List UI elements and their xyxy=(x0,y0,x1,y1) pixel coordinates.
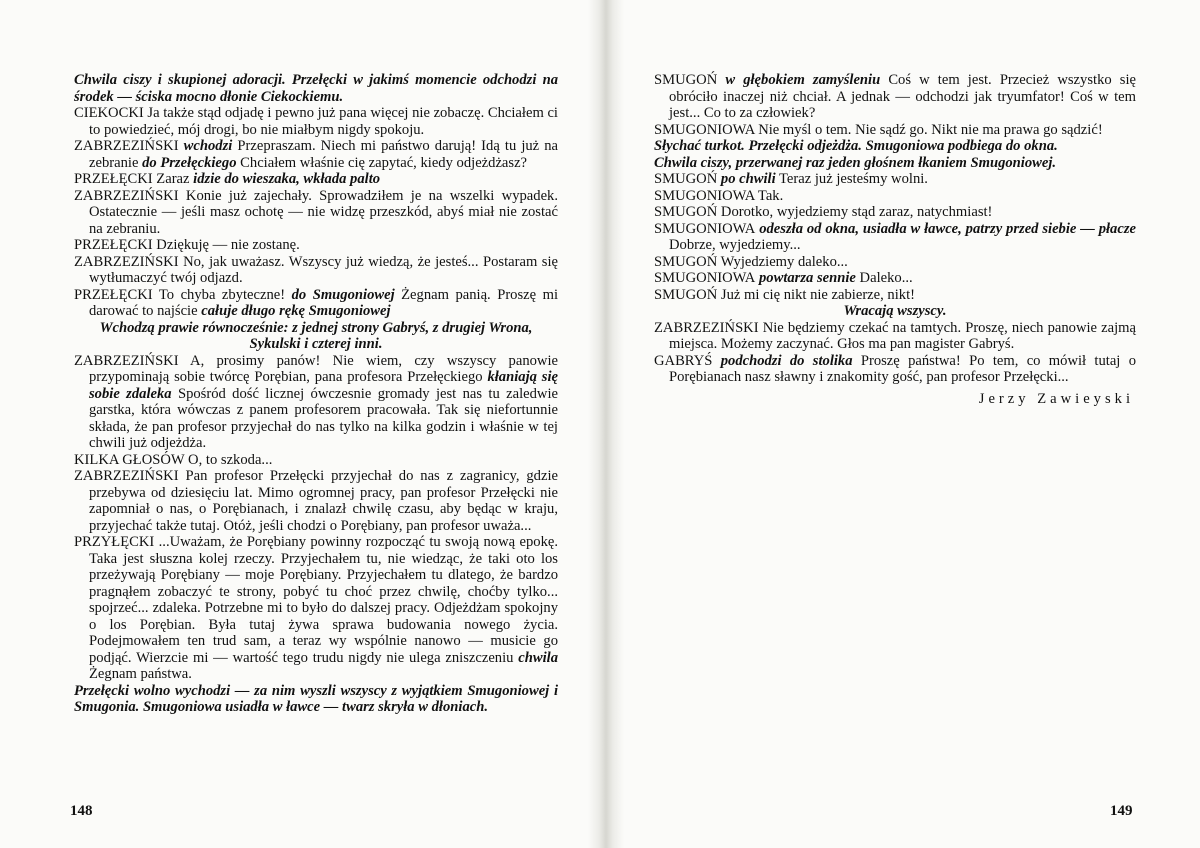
speaker-name: ZABRZEZIŃSKI xyxy=(74,352,179,369)
dialogue-line xyxy=(654,188,1136,205)
dialogue-text: Proszę państwa! Po tem, co mówił tutaj o Porębianach nasz sławny i znakomity gość, pan profesor Przełęcki... xyxy=(669,352,1136,385)
stage-direction-text: wchodzi xyxy=(178,138,233,154)
speaker-name: ZABRZEZIŃSKI xyxy=(654,319,759,336)
stage-direction xyxy=(654,138,1136,155)
dialogue-text: Chciałem właśnie cię zapytać, kiedy odjeżdżasz? xyxy=(236,154,528,171)
dialogue-text: Tak. xyxy=(754,187,784,204)
speaker-name: SMUGONIOWA xyxy=(654,220,756,237)
speaker-name: SMUGONIOWA xyxy=(654,121,755,138)
dialogue-line xyxy=(74,171,558,188)
dialogue-line xyxy=(74,237,558,254)
dialogue-text: Dobrze, wyjedziemy... xyxy=(669,237,801,253)
dialogue-line xyxy=(74,452,558,469)
dialogue-line xyxy=(74,105,558,138)
dialogue-line xyxy=(74,188,558,238)
dialogue-text: Zaraz xyxy=(152,171,194,187)
dialogue-line xyxy=(74,254,558,287)
stage-direction-text: powtarza sennie xyxy=(755,270,856,286)
stage-direction xyxy=(74,320,558,353)
stage-direction xyxy=(654,155,1136,172)
speaker-name: SMUGOŃ xyxy=(654,171,718,187)
speaker-name: SMUGONIOWA xyxy=(654,270,756,286)
stage-direction-text: w głębokiem zamyśleniu xyxy=(717,72,881,88)
dialogue-text: To chyba zbyteczne! xyxy=(152,286,292,303)
dialogue-line xyxy=(654,353,1136,386)
dialogue-text: Żegnam panią. Proszę mi darować to najście xyxy=(89,286,559,319)
dialogue-line xyxy=(654,320,1136,353)
dialogue-text: Żegnam państwa. xyxy=(89,666,192,682)
dialogue-text: ...Uważam, że Porębiany powinny rozpocząć tu swoją nową epokę. Taka jest słuszna kolej rzeczy. Przyjechałem tu, nie wiedząc, że taki oto los przeżywają Porębiany — moje Porębiany. Przyjechałem tu dlatego, że bardzo pragnąłem zobaczyć te strony, pobyć tu choć przez chwilę, choćby tylko... spojrzeć... zdaleka. Potrzebne mi to było do dalszej pracy. Odjeżdżam spokojny o los Porębian. Była tutaj żywa sprawa budowania nowego życia. Podejmowałem ten trud sam, a teraz wy wspólnie nanowo — musicie go podjąć. Wierzcie mi — wartość tego trudu nigdy nie ulega zniszczeniu xyxy=(89,534,558,666)
stage-direction-text: do Smugoniowej xyxy=(291,286,395,303)
author-signature: Jerzy Zawieyski xyxy=(978,390,1134,407)
speaker-name: SMUGOŃ xyxy=(654,204,718,220)
right-page-text xyxy=(654,72,1136,422)
speaker-name: GABRYŚ xyxy=(654,352,713,369)
dialogue-line xyxy=(654,122,1136,139)
dialogue-line xyxy=(74,353,558,452)
speaker-name: SMUGOŃ xyxy=(654,253,718,270)
stage-direction-text: odeszła od okna, usiadła w ławce, patrzy przed siebie — płacze xyxy=(755,220,1136,237)
speaker-name: ZABRZEZIŃSKI xyxy=(74,187,179,204)
stage-direction-text: Chwila ciszy i skupionej adoracji. Przełęcki w jakimś momencie odchodzi na środek — ściska mocno dłonie Ciekockiemu. xyxy=(74,72,558,105)
dialogue-text: No, jak uważasz. Wszyscy już wiedzą, że jesteś... Postaram się wytłumaczyć twój odjazd. xyxy=(89,253,558,286)
book-gutter xyxy=(588,0,624,848)
speaker-name: SMUGONIOWA xyxy=(654,187,755,204)
page-number-left: 148 xyxy=(70,803,93,819)
stage-direction-text: do Przełęckiego xyxy=(142,154,237,171)
dialogue-line xyxy=(654,254,1136,271)
dialogue-text: Daleko... xyxy=(855,270,913,286)
stage-direction xyxy=(654,303,1136,320)
stage-direction-text: Wracają wszyscy. xyxy=(843,303,947,319)
stage-direction-text: podchodzi do stolika xyxy=(712,352,853,369)
stage-direction xyxy=(74,72,558,105)
dialogue-line xyxy=(654,171,1136,188)
dialogue-line xyxy=(654,72,1136,122)
speaker-name: PRZEŁĘCKI xyxy=(74,286,153,303)
speaker-name: PRZEŁĘCKI xyxy=(74,237,153,253)
dialogue-line xyxy=(74,468,558,534)
stage-direction-text: idzie do wieszaka, wkłada palto xyxy=(193,171,381,187)
dialogue-text: Konie już zajechały. Sprowadziłem je na wszelki wypadek. Ostatecznie — jeśli masz ochotę — nie widzę przeszkód, abyś miał nie zostać na zebraniu. xyxy=(89,187,558,237)
stage-direction-text: Słychać turkot. Przełęcki odjeżdża. Smugoniowa podbiega do okna. xyxy=(654,138,1058,154)
dialogue-text: Przepraszam. Niech mi państwo darują! Idą tu już na zebranie xyxy=(89,138,558,171)
speaker-name: PRZEŁĘCKI xyxy=(74,171,153,187)
speaker-name: SMUGOŃ xyxy=(654,72,718,88)
speaker-name: SMUGOŃ xyxy=(654,286,718,303)
speaker-name: CIEKOCKI xyxy=(74,105,144,121)
stage-direction xyxy=(74,683,558,716)
dialogue-line xyxy=(654,287,1136,304)
dialogue-text: Dziękuję — nie zostanę. xyxy=(152,237,300,253)
stage-direction-text: Chwila ciszy, przerwanej raz jeden głośnem łkaniem Smugoniowej. xyxy=(654,154,1057,171)
stage-direction-text: chwila xyxy=(518,649,558,666)
dialogue-text: Już mi cię nikt nie zabierze, nikt! xyxy=(717,286,915,303)
dialogue-line xyxy=(74,138,558,171)
speaker-name: ZABRZEZIŃSKI xyxy=(74,468,179,484)
dialogue-text: Nie będziemy czekać na tamtych. Proszę, niech panowie zajmą miejsca. Możemy zaczynać. Głos ma pan magister Gabryś. xyxy=(669,319,1136,352)
dialogue-text: A, prosimy panów! Nie wiem, czy wszyscy panowie przypominają sobie twórcę Porębian, pana profesora Przełęckiego xyxy=(89,352,558,385)
dialogue-text: Ja także stąd odjadę i pewno już pana więcej nie zobaczę. Chciałem ci to powiedzieć, mój drogi, bo nie miałbym nigdy spokoju. xyxy=(89,105,558,138)
dialogue-line xyxy=(74,287,558,320)
speaker-name: PRZYŁĘCKI xyxy=(74,534,155,550)
dialogue-text: Wyjedziemy daleko... xyxy=(717,253,848,270)
dialogue-text: Spośród dość licznej ówczesnie gromady jest nas tu zaledwie garstka, która wówczas z panem profesorem pracowała. Tak się niefortunnie składa, że pan profesor przyjechał do nas tylko na kilka godzin i właśnie w tej chwili już odjeżdża. xyxy=(89,385,558,451)
page-number-right: 149 xyxy=(1110,803,1133,819)
dialogue-text: Coś w tem jest. Przecież wszystko się obróciło inaczej niż chciał. A jednak — odchodzi jak tryumfator! Coś w tem jest... Co to za człowiek? xyxy=(669,72,1136,121)
left-page-text xyxy=(74,72,558,716)
speaker-name: ZABRZEZIŃSKI xyxy=(74,253,179,270)
dialogue-line xyxy=(654,204,1136,221)
stage-direction-text: całuje długo rękę Smugoniowej xyxy=(201,303,391,319)
speaker-name: KILKA GŁOSÓW xyxy=(74,451,185,468)
dialogue-text: O, to szkoda... xyxy=(184,451,273,468)
dialogue-line xyxy=(74,534,558,683)
dialogue-text: Pan profesor Przełęcki przyjechał do nas z zagranicy, gdzie przebywa od dziesięciu lat. Mimo ogromnej pracy, pan profesor Przełęcki nie zapomniał o nas, o Porębianach, i znalazł chwilę czasu, aby będąc w kraju, przyjechać także tutaj. Otóż, jeśli chodzi o Porębiany, pan profesor uważa... xyxy=(89,468,558,534)
dialogue-text: Nie myśl o tem. Nie sądź go. Nikt nie ma prawa go sądzić! xyxy=(754,121,1103,138)
dialogue-text: Dorotko, wyjedziemy stąd zaraz, natychmiast! xyxy=(717,204,993,220)
dialogue-text: Teraz już jesteśmy wolni. xyxy=(775,171,928,187)
dialogue-line xyxy=(654,270,1136,287)
stage-direction-text: Przełęcki wolno wychodzi — za nim wyszli wszyscy z wyjątkiem Smugoniowej i Smugonia. Smugoniowa usiadła w ławce — twarz skryła w dłoniach. xyxy=(74,682,558,715)
stage-direction-text: Wchodzą prawie równocześnie: z jednej strony Gabryś, z drugiej Wrona, Sykulski i czterej inni. xyxy=(99,319,533,352)
dialogue-line xyxy=(654,221,1136,254)
stage-direction-text: kłaniają się sobie zdaleka xyxy=(89,369,559,402)
speaker-name: ZABRZEZIŃSKI xyxy=(74,138,179,154)
stage-direction-text: po chwili xyxy=(717,171,776,187)
